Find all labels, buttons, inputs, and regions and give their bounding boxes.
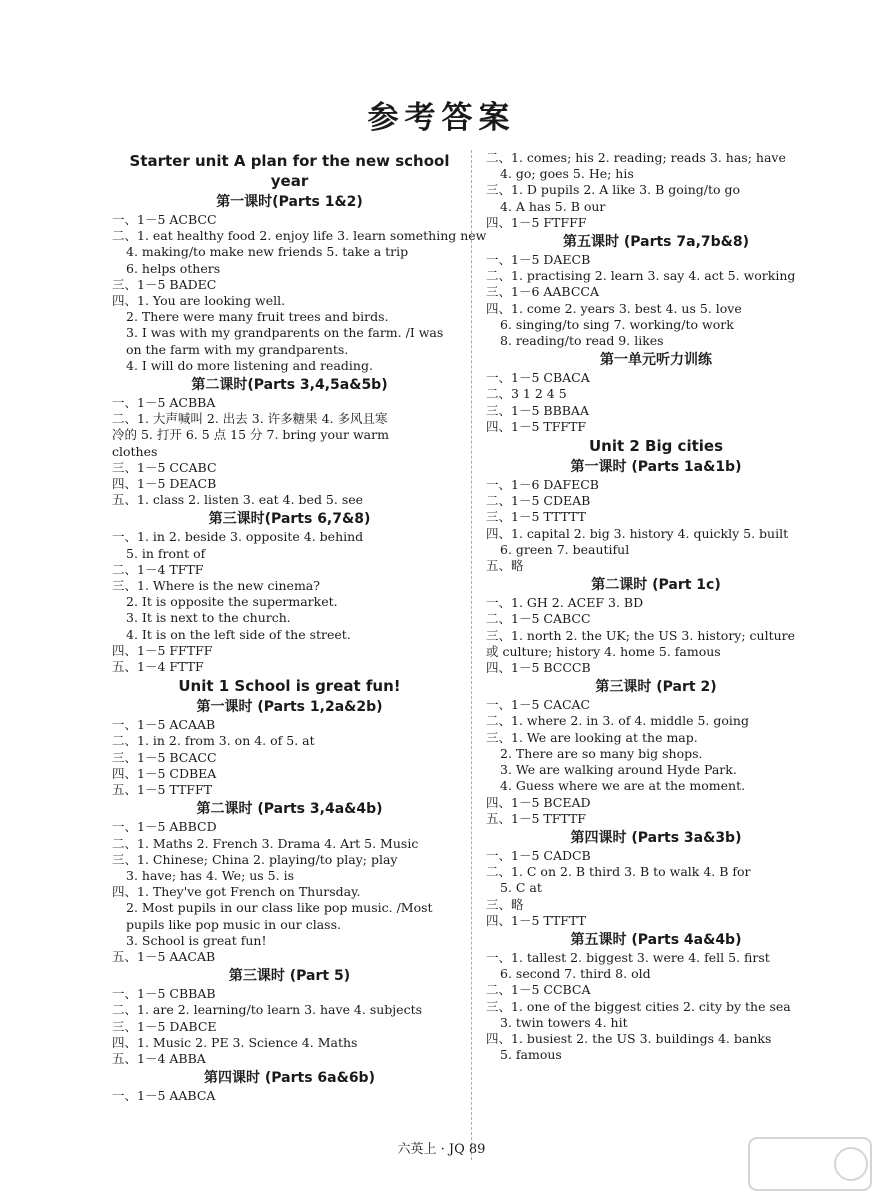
answer-line: 四、1. You are looking well.: [112, 293, 286, 309]
left-column: [112, 150, 487, 1104]
answer-line: 三、1－5 BBBAA: [486, 402, 589, 418]
lesson-heading: 第一课时 (Parts 1,2a&2b): [196, 699, 383, 716]
answer-line: 二、1－5 CCBCA: [486, 982, 591, 998]
answer-line: 2. It is opposite the supermarket.: [126, 594, 338, 610]
answer-line: 三、1. north 2. the UK; the US 3. history; culture: [486, 627, 796, 643]
answer-line: 6. helps others: [126, 260, 221, 276]
answer-line: 二、1. practising 2. learn 3. say 4. act 5. working: [486, 268, 796, 284]
answer-line: 一、1. in 2. beside 3. opposite 4. behind: [112, 529, 364, 545]
watermark-logo-icon: [745, 1134, 875, 1194]
answer-line: 三、1. Chinese; China 2. playing/to play; play: [112, 851, 398, 867]
answer-line: 4. making/to make new friends 5. take a trip: [126, 244, 409, 260]
answer-line: 一、1－5 ABBCD: [112, 819, 217, 835]
answer-line: 冷的 5. 打开 6. 5 点 15 分 7. bring your warm: [112, 427, 389, 443]
answer-line: 四、1－5 TTFTT: [486, 912, 586, 928]
answer-line: 三、1－5 TTTTT: [486, 509, 586, 525]
answer-line: 4. go; goes 5. He; his: [500, 166, 634, 182]
answer-line: 一、1－5 ACAAB: [112, 717, 216, 733]
lesson-heading: 第一单元听力训练: [600, 352, 712, 369]
right-column: [486, 150, 826, 1063]
answer-line: 一、1. tallest 2. biggest 3. were 4. fell 5. first: [486, 949, 770, 965]
answer-line: pupils like pop music in our class.: [126, 916, 341, 932]
answer-line: 二、1. Maths 2. French 3. Drama 4. Art 5. Music: [112, 835, 419, 851]
lesson-heading: 第二课时(Parts 3,4,5a&5b): [191, 377, 388, 394]
answer-line: 二、1. are 2. learning/to learn 3. have 4. subjects: [112, 1002, 423, 1018]
answer-line: 4. I will do more listening and reading.: [126, 357, 373, 373]
answer-line: 四、1－5 FTFFF: [486, 214, 587, 230]
answer-line: 二、1－5 CABCC: [486, 611, 591, 627]
answer-line: 三、1. one of the biggest cities 2. city by the sea: [486, 998, 791, 1014]
answer-line: 3. School is great fun!: [126, 932, 267, 948]
answer-line: 二、1. in 2. from 3. on 4. of 5. at: [112, 733, 315, 749]
answer-line: on the farm with my grandparents.: [126, 341, 349, 357]
answer-line: clothes: [112, 443, 158, 459]
answer-line: 一、1. GH 2. ACEF 3. BD: [486, 595, 644, 611]
answer-line: 5. famous: [500, 1047, 562, 1063]
answer-line: 一、1－5 CACAC: [486, 697, 591, 713]
page-title: 参考答案: [367, 100, 516, 136]
answer-line: 一、1－5 CBACA: [486, 370, 590, 386]
answer-line: 2. Most pupils in our class like pop music. /Most: [126, 900, 433, 916]
answer-line: 6. singing/to sing 7. working/to work: [500, 316, 734, 332]
answer-line: 五、1. class 2. listen 3. eat 4. bed 5. see: [112, 492, 364, 508]
answer-line: 二、1. 大声喊叫 2. 出去 3. 许多糖果 4. 多风且寒: [112, 411, 388, 427]
lesson-heading: 第一课时 (Parts 1a&1b): [570, 459, 742, 476]
answer-line: 五、1－5 AACAB: [112, 948, 216, 964]
answer-line: 五、1－4 FTTF: [112, 659, 204, 675]
lesson-heading: 第四课时 (Parts 6a&6b): [204, 1070, 375, 1087]
answer-line: 三、1－5 BADEC: [112, 276, 217, 292]
lesson-heading: 第三课时(Parts 6,7&8): [208, 511, 371, 528]
answer-line: 三、1. D pupils 2. A like 3. B going/to go: [486, 182, 741, 198]
answer-line: 五、略: [486, 558, 524, 574]
answer-line: 三、1－6 AABCCA: [486, 284, 600, 300]
answer-line: 3. twin towers 4. hit: [500, 1014, 628, 1030]
answer-line: 四、1－5 DEACB: [112, 476, 217, 492]
answer-line: 3. have; has 4. We; us 5. is: [126, 867, 294, 883]
unit-heading: Unit 2 Big cities: [588, 437, 724, 456]
answer-line: 三、1. We are looking at the map.: [486, 729, 698, 745]
answer-line: 二、1. where 2. in 3. of 4. middle 5. going: [486, 713, 749, 729]
answer-line: 2. There are so many big shops.: [500, 745, 703, 761]
lesson-heading: 第五课时 (Parts 4a&4b): [570, 931, 742, 948]
answer-line: 4. It is on the left side of the street.: [126, 626, 351, 642]
answer-line: 二、1－5 CDEAB: [486, 493, 591, 509]
answer-line: 四、1－5 TFFTF: [486, 418, 587, 434]
answer-line: 6. green 7. beautiful: [500, 541, 630, 557]
answer-line: 4. Guess where we are at the moment.: [500, 778, 746, 794]
answer-line: 五、1－5 TFTTF: [486, 810, 586, 826]
answer-line: 2. There were many fruit trees and birds.: [126, 309, 389, 325]
answer-line: 四、1. They've got French on Thursday.: [112, 884, 361, 900]
answer-line: 四、1－5 BCEAD: [486, 794, 591, 810]
answer-line: 二、1. eat healthy food 2. enjoy life 3. learn something new: [112, 228, 487, 244]
answer-line: 二、1. comes; his 2. reading; reads 3. has; have: [486, 150, 786, 165]
answer-line: 三、1－5 BCACC: [112, 749, 217, 765]
answer-line: 四、1. Music 2. PE 3. Science 4. Maths: [112, 1034, 358, 1050]
answer-line: 三、1－5 DABCE: [112, 1018, 217, 1034]
answer-line: 一、1－5 AABCA: [112, 1088, 216, 1104]
answer-line: 三、略: [486, 896, 524, 912]
answer-line: 四、1. come 2. years 3. best 4. us 5. love: [486, 300, 742, 316]
answer-line: 二、1－4 TFTF: [112, 561, 204, 577]
answer-line: 五、1－5 TTFFT: [112, 782, 212, 798]
answer-line: 三、1－5 CCABC: [112, 459, 217, 475]
answer-line: 3. We are walking around Hyde Park.: [500, 762, 737, 778]
lesson-heading: 第三课时 (Part 5): [228, 968, 351, 985]
answer-line: 四、1－5 FFTFF: [112, 642, 213, 658]
answer-line: 四、1－5 BCCCB: [486, 660, 591, 676]
answer-line: 或 culture; history 4. home 5. famous: [486, 643, 721, 659]
answer-line: 三、1. Where is the new cinema?: [112, 578, 320, 594]
answer-line: 3. I was with my grandparents on the farm. /I was: [126, 325, 444, 341]
unit-heading: Unit 1 School is great fun!: [178, 677, 401, 696]
answer-line: 一、1－5 DAECB: [486, 252, 591, 268]
lesson-heading: 第二课时 (Part 1c): [591, 577, 721, 594]
lesson-heading: 第四课时 (Parts 3a&3b): [570, 829, 742, 846]
answer-line: 一、1－6 DAFECB: [486, 477, 599, 493]
lesson-heading: 第一课时(Parts 1&2): [216, 194, 363, 210]
answer-line: 6. second 7. third 8. old: [500, 966, 651, 982]
answer-line: 一、1－5 ACBBA: [112, 395, 216, 411]
answer-line: 一、1－5 ACBCC: [112, 212, 217, 227]
answer-line: 二、1. C on 2. B third 3. B to walk 4. B for: [486, 864, 751, 880]
answer-line: 二、3 1 2 4 5: [486, 386, 567, 402]
answer-line: 4. A has 5. B our: [500, 198, 606, 214]
lesson-heading: 第五课时 (Parts 7a,7b&8): [562, 234, 750, 251]
answer-line: 8. reading/to read 9. likes: [500, 333, 664, 349]
lesson-heading: 第二课时 (Parts 3,4a&4b): [196, 801, 383, 818]
answer-line: 3. It is next to the church.: [126, 610, 291, 626]
answer-line: 5. in front of: [126, 545, 206, 561]
answer-line: 5. C at: [500, 880, 542, 896]
lesson-heading: 第三课时 (Part 2): [595, 679, 717, 696]
unit-heading: Starter unit A plan for the new school year: [129, 152, 450, 190]
answer-line: 五、1－4 ABBA: [112, 1050, 206, 1066]
page-footer: 六英上 · JQ 89: [397, 1142, 486, 1157]
answer-line: 四、1. capital 2. big 3. history 4. quickly 5. built: [486, 525, 789, 541]
column-divider: [471, 150, 472, 1160]
answer-line: 一、1－5 CADCB: [486, 847, 591, 863]
answer-line: 四、1. busiest 2. the US 3. buildings 4. banks: [486, 1030, 772, 1046]
answer-line: 一、1－5 CBBAB: [112, 986, 216, 1002]
answer-line: 四、1－5 CDBEA: [112, 765, 217, 781]
